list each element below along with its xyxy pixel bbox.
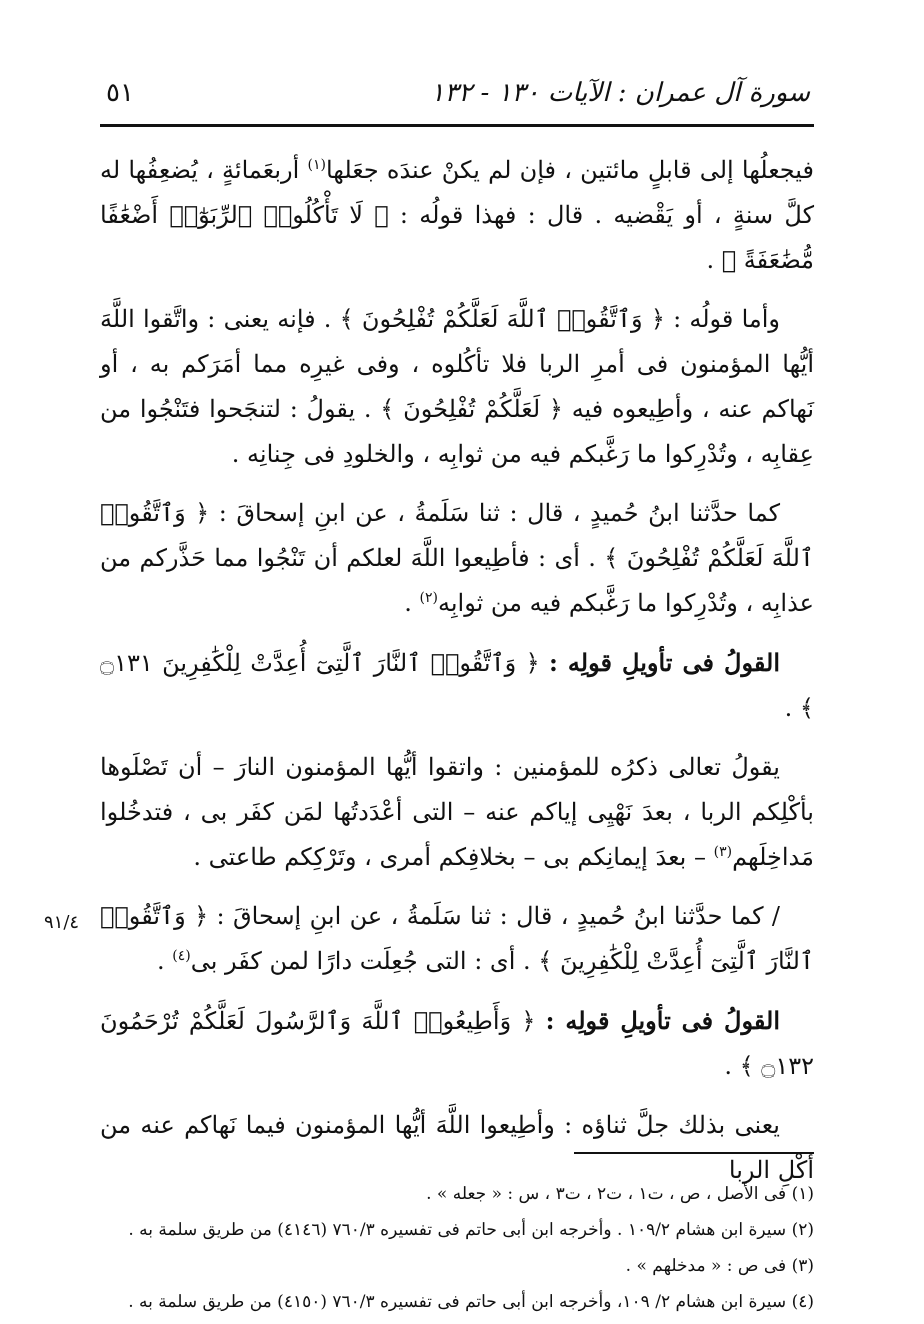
section-heading-131 bbox=[100, 640, 814, 731]
heading-label: القولُ فى تأويلِ قولِه : bbox=[545, 1006, 781, 1035]
paragraph-4-text-b: – بعدَ إيمانِكم بى – بخلافِكم أمرى ، وتَرْكِكم طاعتى . bbox=[193, 843, 714, 871]
paragraph-3 bbox=[100, 491, 814, 626]
footnote-3: (٣) فى ص : « مدخلهم » . bbox=[625, 1256, 814, 1276]
paragraph-5 bbox=[100, 894, 814, 984]
paragraph-4-text-a: يقولُ تعالى ذكرُه للمؤمنين : واتقوا أيُّها المؤمنون النارَ – أن تَصْلَوها بأكْلِكم الربا ، بعدَ نَهْيِى إياكم عنه – التى أعْدَدتُها لمَن كفَر بى ، فتدخُلوا مَداخِلَهم bbox=[100, 753, 814, 871]
paragraph-1-text-b: أربعَمائةٍ ، يُضعِفُها له كلَّ سنةٍ ، أو يَقْضيه . قال : فهذا قولُه : ﴿ لَا تَأْكُلُوا۟ ٱلرِّبَوٰٓا۟ أَضْعَٰفًا مُّضَٰعَفَةً ﴾ . bbox=[100, 156, 814, 274]
footnote-ref-2: (٢) bbox=[419, 590, 438, 606]
paragraph-3-text-a: كما حدَّثنا ابنُ حُميدٍ ، قال : ثنا سَلَمةُ ، عن ابنِ إسحاقَ : ﴿ وَٱتَّقُوا۟ ٱللَّهَ لَعَلَّكُمْ تُفْلِحُونَ ﴾ . أى : فأطِيعوا اللَّهَ لعلكم أن تَنْجُوا مما حَذَّركم من عذابِه ، وتُدْرِكوا ما رَغَّبكم فيه من ثوابِه bbox=[100, 499, 814, 617]
paragraph-5-text-a: / كما حدَّثنا ابنُ حُميدٍ ، قال : ثنا سَلَمةُ ، عن ابنِ إسحاقَ : ﴿ وَٱتَّقُوا۟ ٱلنَّارَ ٱلَّتِىٓ أُعِدَّتْ لِلْكَٰفِرِينَ ﴾ . أى : التى جُعِلَت دارًا لمن كفَر بى bbox=[100, 902, 814, 975]
footnote-rule bbox=[574, 1152, 814, 1154]
footnote-1: (١) فى الأصل ، ص ، ت١ ، ت٢ ، ت٣ ، س : « جعله » . bbox=[426, 1184, 814, 1204]
section-heading-132 bbox=[100, 998, 814, 1089]
footnote-ref-3: (٣) bbox=[713, 844, 733, 860]
main-text bbox=[100, 148, 814, 1207]
paragraph-6: يعنى بذلك جلَّ ثناؤه : وأطِيعوا اللَّهَ أيُّها المؤمنون فيما نَهاكم عنه من أكْلِ الربا bbox=[100, 1111, 814, 1184]
footnote-2: (٢) سيرة ابن هشام ١٠٩/٢ . وأخرجه ابن أبى حاتم فى تفسيره ٧٦٠/٣ (٤١٤٦) من طريق سلمة به . bbox=[128, 1220, 814, 1240]
paragraph-1 bbox=[100, 148, 814, 283]
footnote-ref-4: (٤) bbox=[172, 948, 191, 964]
heading-verse: ﴿ وَٱتَّقُوا۟ ٱلنَّارَ ٱلَّتِىٓ أُعِدَّتْ لِلْكَٰفِرِينَ ۝١٣١ ﴾ . bbox=[100, 649, 814, 722]
footnote-ref-1: (١) bbox=[307, 157, 326, 173]
footnotes bbox=[100, 1176, 814, 1320]
heading-verse: ﴿ وَأَطِيعُوا۟ ٱللَّهَ وَٱلرَّسُولَ لَعَلَّكُمْ تُرْحَمُونَ ۝١٣٢ ﴾ . bbox=[100, 1007, 814, 1080]
paragraph-1-text-a: فيجعلُها إلى قابلٍ مائتين ، فإن لم يكنْ عندَه جعَلها bbox=[325, 156, 815, 184]
footnote-4: (٤) سيرة ابن هشام ٢/ ١٠٩، وأخرجه ابن أبى حاتم فى تفسيره ٧٦٠/٣ (٤١٥٠) من طريق سلمة به . bbox=[128, 1292, 814, 1312]
paragraph-2: وأما قولُه : ﴿ وَٱتَّقُوا۟ ٱللَّهَ لَعَلَّكُمْ تُفْلِحُونَ ﴾ . فإنه يعنى : واتَّقوا اللَّهَ أيُّها المؤمنون فى أمرِ الربا فلا تأكُلوه ، وفى غيرِه مما أمَرَكم به ، أو نَهاكم عنه ، وأطِيعوه فيه ﴿ لَعَلَّكُمْ تُفْلِحُونَ ﴾ . يقولُ : لتنجَحوا فتَنْجُوا من عِقابِه ، وتُدْرِكوا ما رَغَّبكم فيه من ثوابِه ، والخلودِ فى جِنانِه . bbox=[100, 305, 814, 468]
margin-note: ٩١/٤ bbox=[44, 912, 80, 933]
page-number: ٥١ bbox=[106, 78, 134, 108]
paragraph-3-text-b: . bbox=[404, 589, 420, 617]
header-rule bbox=[100, 124, 814, 127]
running-header bbox=[100, 74, 814, 120]
heading-label: القولُ فى تأويلِ قولِه : bbox=[548, 648, 781, 677]
paragraph-5-text-b: . bbox=[156, 947, 173, 975]
paragraph-4 bbox=[100, 745, 814, 880]
header-title: سورة آل عمران : الآيات ١٣٠ - ١٣٢ bbox=[430, 78, 810, 108]
